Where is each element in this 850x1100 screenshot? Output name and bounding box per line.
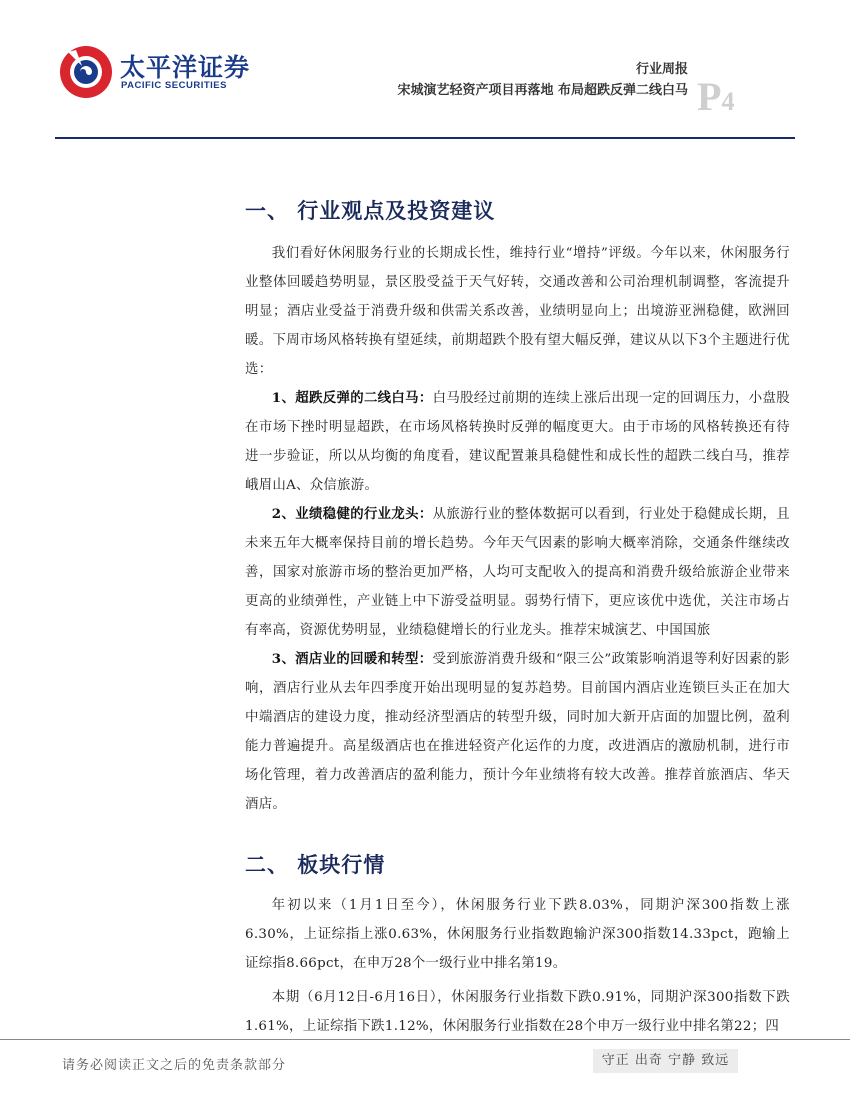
page-letter: P xyxy=(697,74,722,119)
theme-title: 2、业绩稳健的行业龙头： xyxy=(271,506,433,522)
logo-chinese-name: 太平洋证券 xyxy=(120,53,251,82)
report-type: 行业周报 xyxy=(635,62,688,77)
paragraph-ytd: 年初以来（1月1日至今），休闲服务行业下跌8.03%，同期沪深300指数上涨6.30%，上证综指上涨0.63%，休闲服务行业指数跑输沪深300指数14.33pct，跑输上证综指8.66pct，在申万28个一级行业中排名第19。 xyxy=(245,898,790,971)
page-header xyxy=(0,0,850,142)
section-heading: 一、 行业观点及投资建议 xyxy=(245,198,496,223)
theme-title: 1、超跌反弹的二线白马： xyxy=(271,390,433,406)
header-divider xyxy=(55,137,795,139)
report-title: 宋城演艺轻资产项目再落地 布局超跌反弹二线白马 xyxy=(397,83,688,98)
paragraph-theme-1 xyxy=(245,384,790,500)
theme-text: 受到旅游消费升级和“限三公”政策影响消退等利好因素的影响，酒店行业从去年四季度开始出现明显的复苏趋势。目前国内酒店业连锁巨头正在加大中端酒店的建设力度，推动经济型酒店的转型升级，同时加大新开店面的加盟比例，盈利能力普遍提升。高星级酒店也在推进轻资产化运作的力度，改进酒店的激励机制，进行市场化管理，着力改善酒店的盈利能力，预计今年业绩将有较大改善。推荐首旅酒店、华天酒店。 xyxy=(245,652,790,812)
theme-text: 从旅游行业的整体数据可以看到，行业处于稳健成长期，且未来五年大概率保持目前的增长趋势。今年天气因素的影响大概率消除，交通条件继续改善，国家对旅游市场的整治更加严格，人均可支配收入的提高和消费升级给旅游企业带来更高的业绩弹性，产业链上中下游受益明显。弱势行情下，更应该优中选优，关注市场占有率高，资源优势明显，业绩稳健增长的行业龙头。推荐宋城演艺、中国国旅 xyxy=(245,507,790,638)
footer-divider xyxy=(0,1039,850,1040)
section-industry-view xyxy=(245,195,790,819)
page-number xyxy=(697,73,734,120)
logo-english-name: PACIFIC SECURITIES xyxy=(121,80,227,91)
company-logo xyxy=(58,42,258,104)
section-heading: 二、 板块行情 xyxy=(245,852,386,877)
theme-title: 3、酒店业的回暖和转型： xyxy=(271,651,433,667)
paragraph-intro: 我们看好休闲服务行业的长期成长性，维持行业“增持”评级。今年以来，休闲服务行业整体回暖趋势明显，景区股受益于天气好转，交通改善和公司治理机制调整，客流提升明显；酒店业受益于消费升级和供需关系改善，业绩明显向上；出境游亚洲稳健，欧洲回暖。下周市场风格转换有望延续，前期超跌个股有望大幅反弹，建议从以下3个主题进行优选： xyxy=(245,246,790,377)
page-digit: 4 xyxy=(721,87,735,116)
paragraph-theme-2 xyxy=(245,500,790,645)
pacific-securities-logo-icon xyxy=(58,42,114,102)
footer-motto: 守正 出奇 宁静 致远 xyxy=(593,1049,738,1073)
theme-text: 白马股经过前期的连续上涨后出现一定的回调压力，小盘股在市场下挫时明显超跌，在市场风格转换时反弹的幅度更大。由于市场的风格转换还有待进一步验证，所以从均衡的角度看，建议配置兼具稳健性和成长性的超跌二线白马，推荐峨眉山A、众信旅游。 xyxy=(245,391,790,493)
footer-disclaimer: 请务必阅读正文之后的免责条款部分 xyxy=(62,1058,287,1073)
report-body xyxy=(245,195,790,1046)
paragraph-theme-3 xyxy=(245,645,790,819)
section-market xyxy=(245,849,790,1041)
paragraph-weekly: 本期（6月12日-6月16日），休闲服务行业指数下跌0.91%，同期沪深300指数下跌1.61%，上证综指下跌1.12%，休闲服务行业指数在28个申万一级行业中排名第22；四 xyxy=(245,990,790,1034)
